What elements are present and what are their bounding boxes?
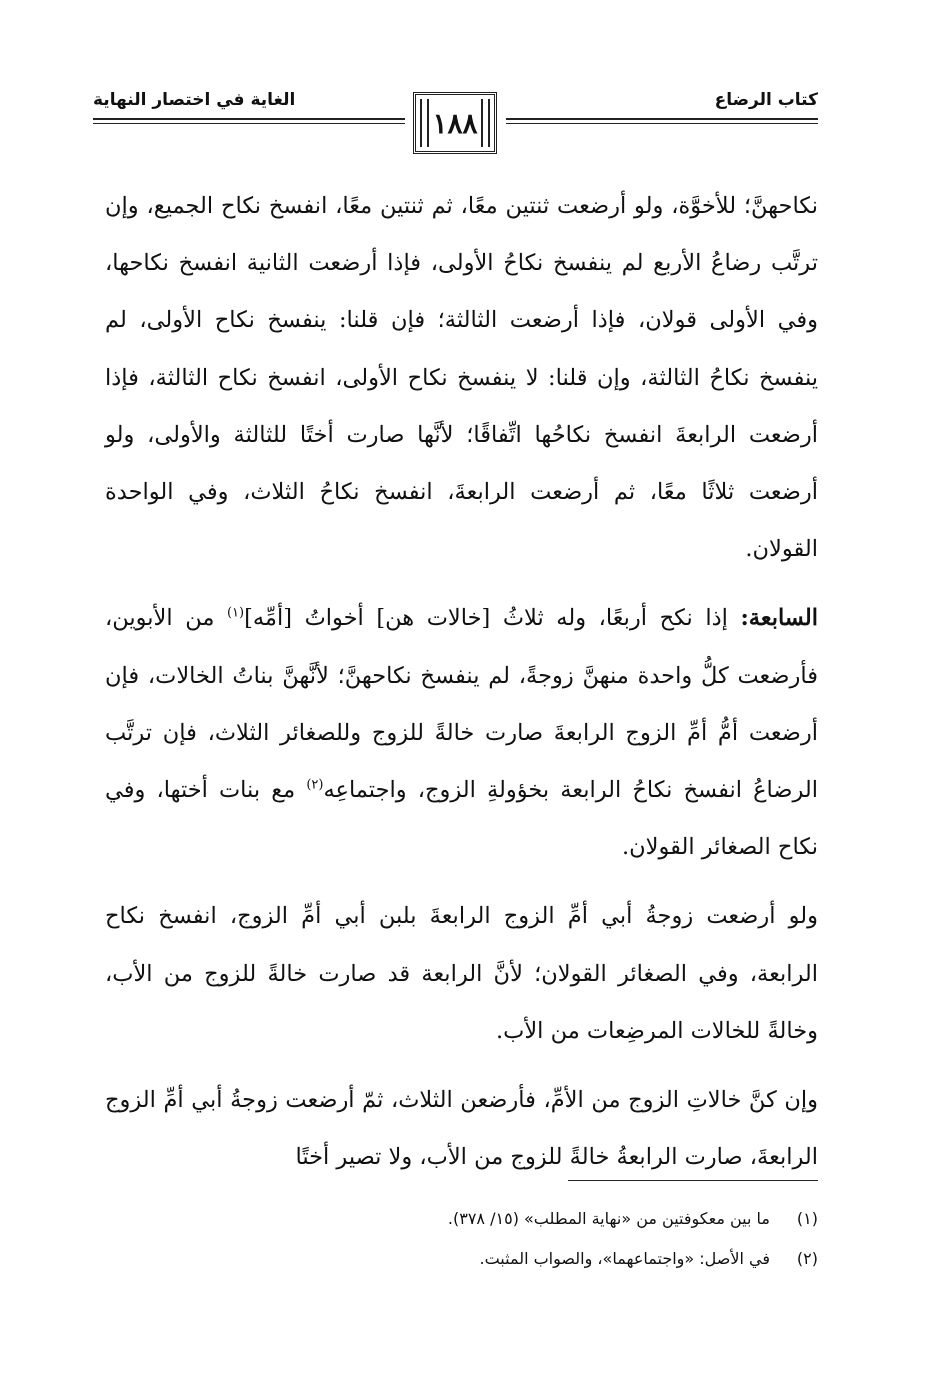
footnote [300, 1198, 818, 1238]
text-run: مع بنات أختها، وفي نكاح الصغائر القولان. [105, 777, 818, 861]
header-rule-right-thin [506, 123, 818, 124]
header-rule-right [506, 118, 818, 120]
paragraph [105, 178, 818, 578]
text-run: نكاحهنَّ؛ للأخوَّة، ولو أرضعت ثنتين معًا، ثم ثنتين معًا، انفسخ نكاح الجميع، وإن ترتَّب رضاعُ الأربع لم ينفسخ نكاحُ الأولى، فإذا أرضعت الثانية انفسخ نكاحها، وفي الأولى قولان، فإذا أرضعت الثالثة؛ فإن قلنا: ينفسخ نكاح الأولى، لم ينفسخ نكاحُ الثالثة، وإن قلنا: لا ينفسخ نكاح الأولى، انفسخ نكاح الثالثة، فإذا أرضعت الرابعةَ انفسخ نكاحُها اتِّفاقًا؛ لأنَّها صارت أختًا للثالثة والأولى، ولو أرضعت ثلاثًا معًا، ثم أرضعت الرابعةَ، انفسخ نكاحُ الثلاث، وفي الواحدة القولان. [105, 193, 818, 563]
main-text [105, 178, 818, 1186]
footnote-number: (٢) [796, 1248, 818, 1268]
section-label: السابعة: [740, 605, 818, 632]
footnotes [300, 1198, 818, 1278]
footnote [300, 1238, 818, 1278]
page-number-frame [413, 92, 497, 154]
footnote-separator [568, 1180, 818, 1181]
paragraph [105, 888, 818, 1060]
text-run: ولو أرضعت زوجةُ أبي أمِّ الزوج الرابعةَ بلبن أبي أمِّ الزوج، انفسخ نكاح الرابعة، وفي الصغائر القولان؛ لأنَّ الرابعة قد صارت خالةً للزوج من الأب، وخالةً للخالات المرضِعات من الأب. [105, 903, 818, 1044]
book-title: الغاية في اختصار النهاية [93, 90, 296, 110]
text-run: من الأبوين، فأرضعت كلُّ واحدة منهنَّ زوجةً، لم ينفسخ نكاحهنَّ؛ لأنَّهنَّ بناتُ الخالات، فإن أرضعت أمُّ أمِّ الزوج الرابعةَ صارت خالةً للزوج وللصغائر الثلاث، فإن ترتَّب الرضاعُ انفسخ نكاحُ الرابعة بخؤولةِ الزوج، واجتماعِه [105, 605, 818, 804]
footnote-text: ما بين معكوفتين من «نهاية المطلب» (١٥/ ٣٧٨). [447, 1208, 770, 1228]
footnote-marker: (٢) [306, 777, 324, 793]
footnote-text: في الأصل: «واجتماعهما»، والصواب المثبت. [479, 1248, 770, 1268]
header-rule-left [93, 118, 405, 120]
text-run: وإن كنَّ خالاتِ الزوج من الأمِّ، فأرضعن الثلاث، ثمّ أرضعت زوجةُ أبي أمِّ الزوج الرابعةَ، صارت الرابعةُ خالةً للزوج من الأب، ولا تصير أختًا [105, 1087, 818, 1171]
chapter-title: كتاب الرضاع [714, 90, 818, 110]
paragraph [105, 1072, 818, 1186]
header-rule-left-thin [93, 123, 405, 124]
page-number: ١٨٨ [432, 106, 478, 140]
paragraph [105, 590, 818, 876]
text-run: إذا نكح أربعًا، وله ثلاثُ [خالات هن] أخواتُ [أمِّه] [244, 605, 741, 632]
footnote-number: (١) [796, 1208, 818, 1228]
footnote-marker: (١) [226, 605, 245, 621]
running-header [93, 80, 818, 160]
